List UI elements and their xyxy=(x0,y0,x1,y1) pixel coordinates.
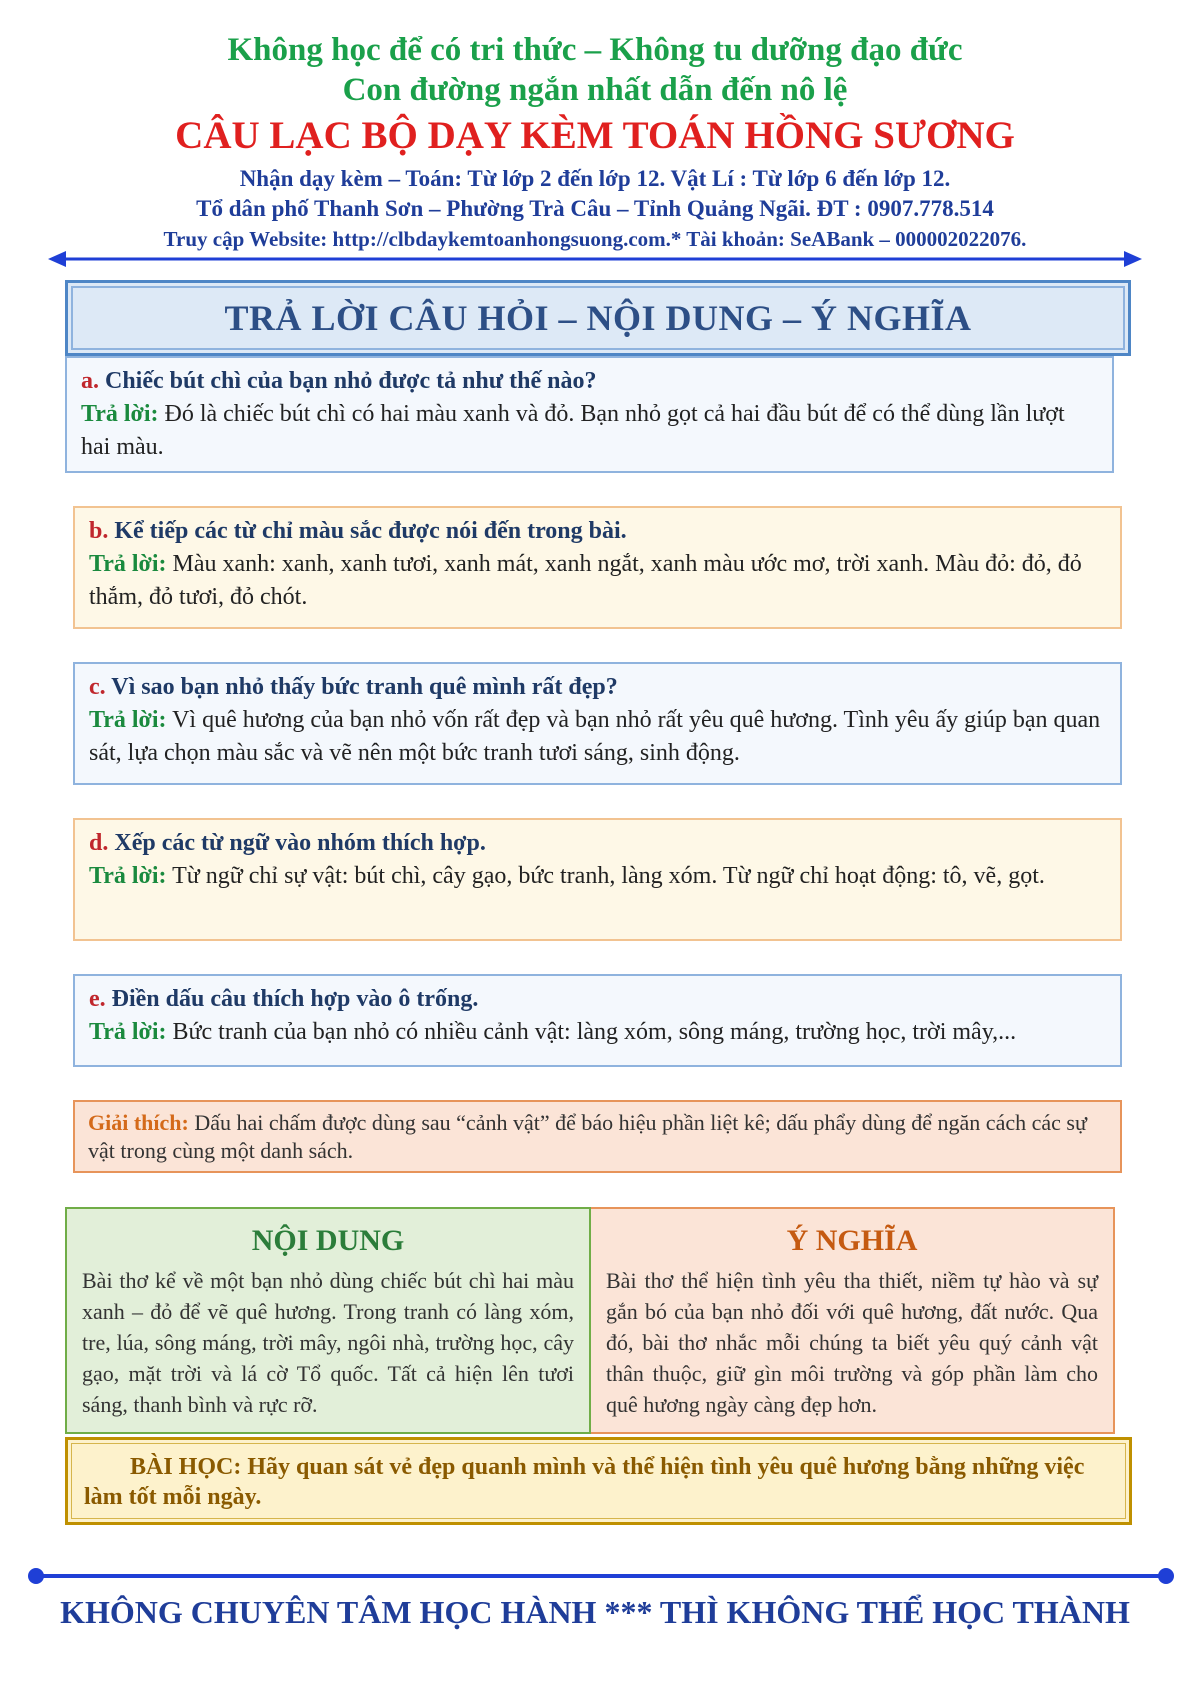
content-meaning-table xyxy=(65,1207,1115,1434)
qa-block-c xyxy=(73,662,1122,785)
answer: Trả lời: Từ ngữ chỉ sự vật: bút chì, cây gạo, bức tranh, làng xóm. Từ ngữ chỉ hoạt động: tô, vẽ, gọt. xyxy=(89,863,1045,889)
meaning-column xyxy=(591,1207,1115,1434)
qa-block-a xyxy=(65,356,1114,473)
answer: Trả lời: Bức tranh của bạn nhỏ có nhiều cảnh vật: làng xóm, sông máng, trường học, trời mây,... xyxy=(89,1019,1017,1045)
double-arrow-divider xyxy=(48,251,1142,267)
club-name: CÂU LẠC BỘ DẠY KÈM TOÁN HỒNG SƯƠNG xyxy=(175,114,1015,157)
qa-block-d xyxy=(73,818,1122,941)
info-line-1: Nhận dạy kèm – Toán: Từ lớp 2 đến lớp 12. Vật Lí : Từ lớp 6 đến lớp 12. xyxy=(239,166,951,191)
explanation-text: Dấu hai chấm được dùng sau “cảnh vật” để báo hiệu phần liệt kê; dấu phẩy dùng để ngăn cách các sự vật trong cùng một danh sách. xyxy=(88,1110,1087,1163)
info-line-3: Truy cập Website: http://clbdaykemtoanhongsuong.com.* Tài khoản: SeABank – 000002022076. xyxy=(163,227,1027,251)
qa-block-e xyxy=(73,974,1122,1067)
question: a. Chiếc bút chì của bạn nhỏ được tả như thế nào? xyxy=(81,368,597,394)
meaning-heading: Ý NGHĨA xyxy=(786,1224,918,1257)
section-title-box xyxy=(65,280,1131,356)
question: d. Xếp các từ ngữ vào nhóm thích hợp. xyxy=(89,830,486,856)
question: b. Kể tiếp các từ chỉ màu sắc được nói đến trong bài. xyxy=(89,518,627,544)
qa-block-b xyxy=(73,506,1122,629)
answer: Trả lời: Màu xanh: xanh, xanh tươi, xanh mát, xanh ngắt, xanh màu ước mơ, trời xanh. Màu đỏ: đỏ, đỏ thắm, đỏ tươi, đỏ chót. xyxy=(89,551,1082,610)
bottom-divider xyxy=(26,1566,1176,1586)
info-line-2: Tổ dân phố Thanh Sơn – Phường Trà Câu – Tỉnh Quảng Ngãi. ĐT : 0907.778.514 xyxy=(196,196,994,221)
explanation-label: Giải thích: xyxy=(88,1110,189,1135)
content-heading: NỘI DUNG xyxy=(251,1224,405,1257)
explanation-box xyxy=(73,1100,1122,1173)
header xyxy=(0,30,1190,254)
lesson-text: BÀI HỌC: Hãy quan sát vẻ đẹp quanh mình và thể hiện tình yêu quê hương bằng những việc làm tốt mỗi ngày. xyxy=(71,1443,1126,1519)
question: e. Điền dấu câu thích hợp vào ô trống. xyxy=(89,986,479,1012)
content-text: Bài thơ kể về một bạn nhỏ dùng chiếc bút chì hai màu xanh – đỏ để vẽ quê hương. Trong tranh có làng xóm, tre, lúa, sông máng, trời mây, ngôi nhà, trường học, cây gạo, mặt trời và lá cờ Tổ quốc. Tất cả hiện lên tươi sáng, thanh bình và rực rỡ. xyxy=(82,1268,574,1417)
motto-line-1: Không học để có tri thức – Không tu dưỡng đạo đức xyxy=(227,32,963,68)
answer: Trả lời: Vì quê hương của bạn nhỏ vốn rất đẹp và bạn nhỏ rất yêu quê hương. Tình yêu ấy giúp bạn quan sát, lựa chọn màu sắc và vẽ nên một bức tranh tươi sáng, sinh động. xyxy=(89,707,1101,766)
content-column xyxy=(65,1207,591,1434)
lesson-box xyxy=(65,1437,1132,1525)
section-title: TRẢ LỜI CÂU HỎI – NỘI DUNG – Ý NGHĨA xyxy=(224,298,972,338)
motto-line-2: Con đường ngắn nhất dẫn đến nô lệ xyxy=(342,72,848,108)
footer-motto: KHÔNG CHUYÊN TÂM HỌC HÀNH *** THÌ KHÔNG THỂ HỌC THÀNH xyxy=(60,1594,1130,1630)
answer: Trả lời: Đó là chiếc bút chì có hai màu xanh và đỏ. Bạn nhỏ gọt cả hai đầu bút để có thể dùng lần lượt hai màu. xyxy=(81,401,1065,460)
meaning-text: Bài thơ thể hiện tình yêu tha thiết, niềm tự hào và sự gắn bó của bạn nhỏ đối với quê hương, đất nước. Qua đó, bài thơ nhắc mỗi chúng ta biết yêu quý cảnh vật thân thuộc, giữ gìn môi trường và góp phần làm cho quê hương ngày càng đẹp hơn. xyxy=(606,1268,1098,1417)
question: c. Vì sao bạn nhỏ thấy bức tranh quê mình rất đẹp? xyxy=(89,674,618,700)
